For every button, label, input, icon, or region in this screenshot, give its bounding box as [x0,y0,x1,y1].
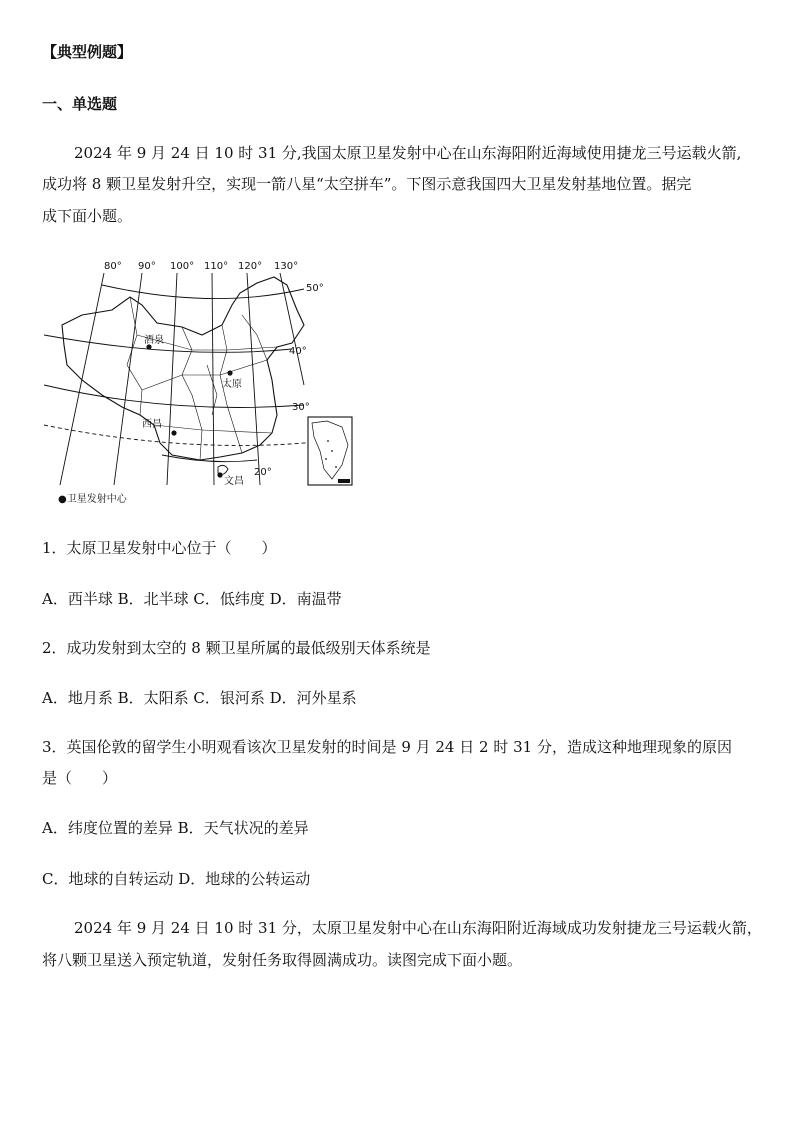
lon-label-100: 100° [170,261,195,272]
lon-label-130: 130° [274,261,299,272]
section-label: 【典型例题】 [42,43,133,61]
lat-label-40: 40° [289,346,307,357]
outro-line-1: 2024 年 9 月 24 日 10 时 31 分，太原卫星发射中心在山东海阳附近海域成功发射捷龙三号运载火箭， [74,919,762,937]
question-2-stem: 2．成功发射到太空的 8 颗卫星所属的最低级别天体系统是 [42,639,431,657]
lon-label-120: 120° [238,261,263,272]
xichang-site-dot [171,430,176,435]
question-3-stem-line-1: 3．英国伦敦的留学生小明观看该次卫星发射的时间是 9 月 24 日 2 时 31 分，造成这种地理现象的原因 [42,738,732,756]
jiuquan-label: 酒泉 [144,335,164,346]
taiyuan-label: 太原 [222,379,242,390]
lat-label-50: 50° [306,283,324,294]
latitude-lines [44,285,327,462]
intro-line-3: 成下面小题。 [42,207,133,225]
wenchang-site-dot [217,472,222,477]
question-1-stem: 1．太原卫星发射中心位于（ ） [42,539,277,557]
lon-label-110: 110° [204,261,229,272]
question-2-options: A．地月系 B．太阳系 C．银河系 D．河外星系 [42,689,357,707]
outro-line-2: 将八颗卫星送入预定轨道，发射任务取得圆满成功。读图完成下面小题。 [42,951,523,969]
south-china-sea-inset [308,417,352,485]
intro-line-2: 成功将 8 颗卫星发射升空，实现一箭八星“太空拼车”。下图示意我国四大卫星发射基地位置。据完 [42,175,692,193]
question-3-options-line-2: C．地球的自转运动 D．地球的公转运动 [42,870,311,888]
section-heading: 一、单选题 [42,95,118,113]
longitude-lines [60,273,304,485]
inset-scale-bar [338,479,350,483]
satellite-launch-map [42,255,372,490]
lon-label-80: 80° [104,261,122,272]
lon-label-90: 90° [138,261,156,272]
map-legend: ●卫星发射中心 [58,494,127,505]
question-3-options-line-1: A．纬度位置的差异 B．天气状况的差异 [42,819,309,837]
taiyuan-site-dot [227,370,232,375]
lat-label-30: 30° [292,402,310,413]
question-3-stem-line-2: 是（ ） [42,769,118,787]
intro-line-1: 2024 年 9 月 24 日 10 时 31 分,我国太原卫星发射中心在山东海阳附近海域使用捷龙三号运载火箭, [74,144,742,162]
lat-label-20: 20° [254,467,272,478]
wenchang-label: 文昌 [224,476,244,487]
xichang-label: 西昌 [142,419,162,430]
province-boundaries [127,297,277,460]
question-1-options: A．西半球 B．北半球 C．低纬度 D．南温带 [42,590,342,608]
